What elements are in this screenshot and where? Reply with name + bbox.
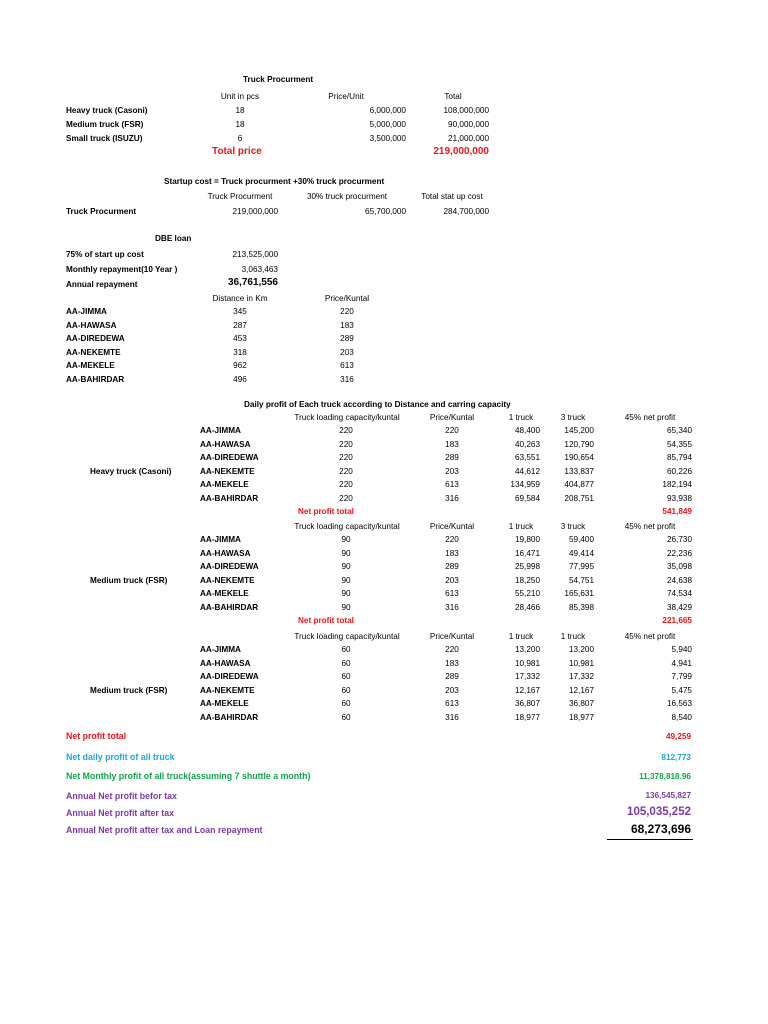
block-3truck: 85,398 <box>568 602 594 612</box>
startup-header-total: Total stat up cost <box>421 192 483 201</box>
block-capacity: 220 <box>339 493 353 503</box>
summary-value: 812,773 <box>661 753 691 762</box>
route-distance: 453 <box>233 334 247 344</box>
block-route-name: AA-BAHIRDAR <box>200 602 259 612</box>
startup-header-procurement: Truck Procurment <box>207 192 273 201</box>
procurement-total-value: 219,000,000 <box>433 146 489 157</box>
summary-value: 105,035,252 <box>627 806 691 818</box>
block-route-name: AA-MEKELE <box>200 480 249 489</box>
block-truck-label: Medium truck (FSR) <box>90 685 168 695</box>
block-price: 203 <box>445 575 459 585</box>
block-route-name: AA-JIMMA <box>200 426 241 435</box>
block-header-1truck: 1 truck <box>508 632 534 641</box>
block-capacity: 90 <box>341 562 351 571</box>
block-3truck: 17,332 <box>568 672 594 681</box>
procurement-row-name: Small truck (ISUZU) <box>66 134 143 143</box>
procurement-row-total: 21,000,000 <box>448 134 489 143</box>
routes-header-distance: Distance in Km <box>212 294 268 303</box>
block-truck-label: Medium truck (FSR) <box>90 575 168 585</box>
block-net-profit: 5,940 <box>671 645 692 654</box>
route-price: 613 <box>340 361 354 371</box>
block-capacity: 60 <box>341 645 351 654</box>
block-route-name: AA-HAWASA <box>200 439 251 449</box>
block-route-name: AA-JIMMA <box>200 535 241 544</box>
block-header-net: 45% net profit <box>624 413 676 422</box>
startup-value-total: 284,700,000 <box>443 207 489 216</box>
procurement-row-total: 108,000,000 <box>443 106 489 115</box>
block-3truck: 145,200 <box>564 426 594 435</box>
block-3truck: 133,837 <box>564 466 594 476</box>
block-price: 183 <box>445 548 459 558</box>
block-route-name: AA-MEKELE <box>200 699 249 708</box>
procurement-row-name: Heavy truck (Casoni) <box>66 106 148 115</box>
block-header-net: 45% net profit <box>624 632 676 641</box>
route-name: AA-NEKEMTE <box>66 347 121 357</box>
block-3truck: 12,167 <box>568 685 594 695</box>
block-net-profit: 93,938 <box>666 493 692 503</box>
block-capacity: 90 <box>341 548 351 558</box>
route-price: 316 <box>340 375 354 384</box>
block-net-profit: 60,226 <box>666 466 692 476</box>
route-price: 220 <box>340 307 354 316</box>
block-net-total-label: Net profit total <box>298 616 354 625</box>
block-route-name: AA-MEKELE <box>200 589 249 598</box>
block-capacity: 220 <box>339 426 353 435</box>
block-3truck: 190,654 <box>564 453 594 462</box>
block-route-name: AA-NEKEMTE <box>200 466 255 476</box>
routes-header-price: Price/Kuntal <box>324 294 370 303</box>
block-1truck: 63,551 <box>514 453 540 462</box>
block-route-name: AA-BAHIRDAR <box>200 493 259 503</box>
block-capacity: 220 <box>339 439 353 449</box>
block-price: 289 <box>445 562 459 571</box>
block-3truck: 404,877 <box>564 480 594 489</box>
block-route-name: AA-JIMMA <box>200 645 241 654</box>
summary-value: 68,273,696 <box>630 822 691 836</box>
block-route-name: AA-DIREDEWA <box>200 672 259 681</box>
block-price: 203 <box>445 685 459 695</box>
block-route-name: AA-DIREDEWA <box>200 453 259 462</box>
route-distance: 962 <box>233 361 247 371</box>
block-1truck: 28,466 <box>514 602 540 612</box>
route-name: AA-MEKELE <box>66 361 115 371</box>
block-1truck: 10,981 <box>514 658 540 668</box>
block-net-total-value: 221,665 <box>662 616 692 625</box>
total-underline <box>607 839 693 840</box>
block-route-name: AA-DIREDEWA <box>200 562 259 571</box>
procurement-row-price: 3,500,000 <box>369 134 406 143</box>
block-header-1truck: 1 truck <box>508 413 534 422</box>
block-3truck: 13,200 <box>568 645 594 654</box>
block-1truck: 16,471 <box>514 548 540 558</box>
summary-label: Net daily profit of all truck <box>66 752 175 762</box>
block-3truck: 165,631 <box>564 589 594 598</box>
route-distance: 318 <box>233 347 247 357</box>
block-net-profit: 85,794 <box>666 453 692 462</box>
route-price: 183 <box>340 320 354 330</box>
block-capacity: 90 <box>341 535 351 544</box>
summary-label: Net Monthly profit of all truck(assuming 7 shuttle a month) <box>66 771 311 781</box>
loan-row-value: 3,063,463 <box>241 265 278 274</box>
block-header-3truck: 3 truck <box>560 413 586 422</box>
block-net-profit: 65,340 <box>666 426 692 435</box>
block-net-total-label: Net profit total <box>298 507 354 516</box>
block-3truck: 18,977 <box>568 712 594 722</box>
block-1truck: 48,400 <box>514 426 540 435</box>
block-net-profit: 8,540 <box>671 712 692 722</box>
block-header-1truck: 1 truck <box>508 522 534 531</box>
startup-row-label: Truck Procurment <box>66 207 137 216</box>
procurement-header-price: Price/Unit <box>328 92 364 101</box>
startup-value-procurement: 219,000,000 <box>232 207 278 216</box>
route-distance: 287 <box>233 320 247 330</box>
block-1truck: 18,977 <box>514 712 540 722</box>
block-net-profit: 7,799 <box>671 672 692 681</box>
summary-label: Annual Net profit after tax and Loan repayment <box>66 825 263 835</box>
block-price: 203 <box>445 466 459 476</box>
route-name: AA-BAHIRDAR <box>66 375 125 384</box>
block-net-profit: 38,429 <box>666 602 692 612</box>
procurement-total-label: Total price <box>212 146 262 157</box>
procurement-header-units: Unit in pcs <box>220 92 260 101</box>
block-1truck: 134,959 <box>510 480 540 489</box>
procurement-title: Truck Procurment <box>243 75 314 84</box>
route-name: AA-JIMMA <box>66 307 107 316</box>
block-capacity: 90 <box>341 589 351 598</box>
block-1truck: 36,807 <box>514 699 540 708</box>
block-3truck: 49,414 <box>568 548 594 558</box>
block-route-name: AA-HAWASA <box>200 658 251 668</box>
summary-label: Annual Net profit after tax <box>66 808 175 818</box>
block-capacity: 90 <box>341 575 351 585</box>
summary-value: 136,545,827 <box>645 791 691 800</box>
procurement-row-units: 18 <box>235 106 245 115</box>
block-route-name: AA-NEKEMTE <box>200 575 255 585</box>
summary-label: Annual Net profit befor tax <box>66 791 177 801</box>
block-3truck: 120,790 <box>564 439 594 449</box>
block-1truck: 19,800 <box>514 535 540 544</box>
startup-title: Startup cost = Truck procurment +30% truck procurment <box>164 177 385 186</box>
block-1truck: 44,612 <box>514 466 540 476</box>
block-header-3truck: 3 truck <box>560 522 586 531</box>
procurement-header-total: Total <box>444 92 462 101</box>
loan-row-label: Annual repayment <box>66 280 138 289</box>
block-1truck: 25,998 <box>514 562 540 571</box>
procurement-row-units: 6 <box>237 134 243 143</box>
block-3truck: 36,807 <box>568 699 594 708</box>
block-1truck: 12,167 <box>514 685 540 695</box>
block-1truck: 13,200 <box>514 645 540 654</box>
block-price: 183 <box>445 658 459 668</box>
loan-title: DBE loan <box>155 234 192 243</box>
block-net-total-value: 541,849 <box>662 507 692 516</box>
block-price: 220 <box>445 645 459 654</box>
block-header-capacity: Truck loading capacity/kuntal <box>294 632 400 641</box>
route-price: 203 <box>340 347 354 357</box>
block-header-capacity: Truck loading capacity/kuntal <box>294 413 400 422</box>
block-header-price: Price/Kuntal <box>429 413 475 422</box>
procurement-row-name: Medium truck (FSR) <box>66 120 144 129</box>
block-3truck: 10,981 <box>568 658 594 668</box>
block-net-profit: 26,730 <box>666 535 692 544</box>
procurement-row-price: 5,000,000 <box>369 120 406 129</box>
block-header-price: Price/Kuntal <box>429 632 475 641</box>
route-name: AA-DIREDEWA <box>66 334 125 344</box>
summary-value: 49,259 <box>665 732 691 741</box>
block-price: 220 <box>445 535 459 544</box>
block-route-name: AA-NEKEMTE <box>200 685 255 695</box>
route-name: AA-HAWASA <box>66 320 117 330</box>
block-net-profit: 74,534 <box>666 589 692 598</box>
block-capacity: 220 <box>339 480 353 489</box>
block-net-profit: 35,098 <box>666 562 692 571</box>
block-3truck: 54,751 <box>568 575 594 585</box>
summary-label: Net profit total <box>66 731 127 741</box>
procurement-row-units: 18 <box>235 120 245 129</box>
block-route-name: AA-BAHIRDAR <box>200 712 259 722</box>
summary-value: 11,378,818.96 <box>639 772 691 781</box>
block-price: 220 <box>445 426 459 435</box>
block-capacity: 220 <box>339 466 353 476</box>
block-header-price: Price/Kuntal <box>429 522 475 531</box>
block-price: 316 <box>445 493 459 503</box>
block-3truck: 208,751 <box>564 493 594 503</box>
block-net-profit: 54,355 <box>666 439 692 449</box>
startup-value-30pct: 65,700,000 <box>365 207 406 216</box>
block-capacity: 60 <box>341 685 351 695</box>
block-header-net: 45% net profit <box>624 522 676 531</box>
block-1truck: 17,332 <box>514 672 540 681</box>
block-header-3truck: 1 truck <box>560 632 586 641</box>
block-capacity: 90 <box>341 602 351 612</box>
loan-annual-value: 36,761,556 <box>227 277 278 288</box>
block-price: 316 <box>445 602 459 612</box>
block-header-capacity: Truck loading capacity/kuntal <box>294 522 400 531</box>
route-distance: 496 <box>233 375 247 384</box>
block-3truck: 77,995 <box>568 562 594 571</box>
startup-header-30pct: 30% truck procurment <box>306 192 388 201</box>
block-price: 289 <box>445 672 459 681</box>
block-price: 316 <box>445 712 459 722</box>
daily-profit-title: Daily profit of Each truck according to Distance and carring capacity <box>244 400 511 409</box>
block-3truck: 59,400 <box>568 535 594 544</box>
block-1truck: 69,584 <box>514 493 540 503</box>
block-route-name: AA-HAWASA <box>200 548 251 558</box>
procurement-row-price: 6,000,000 <box>369 106 406 115</box>
loan-row-value: 213,525,000 <box>232 250 278 259</box>
block-net-profit: 4,941 <box>671 658 692 668</box>
block-capacity: 60 <box>341 658 351 668</box>
block-1truck: 55,210 <box>514 589 540 598</box>
loan-row-label: Monthly repayment(10 Year ) <box>66 265 178 274</box>
block-net-profit: 24,638 <box>666 575 692 585</box>
block-1truck: 18,250 <box>514 575 540 585</box>
block-net-profit: 182,194 <box>662 480 692 489</box>
block-price: 289 <box>445 453 459 462</box>
block-truck-label: Heavy truck (Casoni) <box>90 466 172 476</box>
route-distance: 345 <box>233 307 247 316</box>
block-price: 183 <box>445 439 459 449</box>
block-price: 613 <box>445 480 459 489</box>
block-price: 613 <box>445 589 459 598</box>
block-capacity: 60 <box>341 712 351 722</box>
block-capacity: 220 <box>339 453 353 462</box>
loan-row-label: 75% of start up cost <box>66 250 144 259</box>
block-net-profit: 5,475 <box>671 685 692 695</box>
route-price: 289 <box>340 334 354 344</box>
block-price: 613 <box>445 699 459 708</box>
block-net-profit: 22,236 <box>666 548 692 558</box>
block-capacity: 60 <box>341 699 351 708</box>
block-1truck: 40,263 <box>514 439 540 449</box>
block-capacity: 60 <box>341 672 351 681</box>
block-net-profit: 16,563 <box>666 699 692 708</box>
procurement-row-total: 90,000,000 <box>448 120 489 129</box>
